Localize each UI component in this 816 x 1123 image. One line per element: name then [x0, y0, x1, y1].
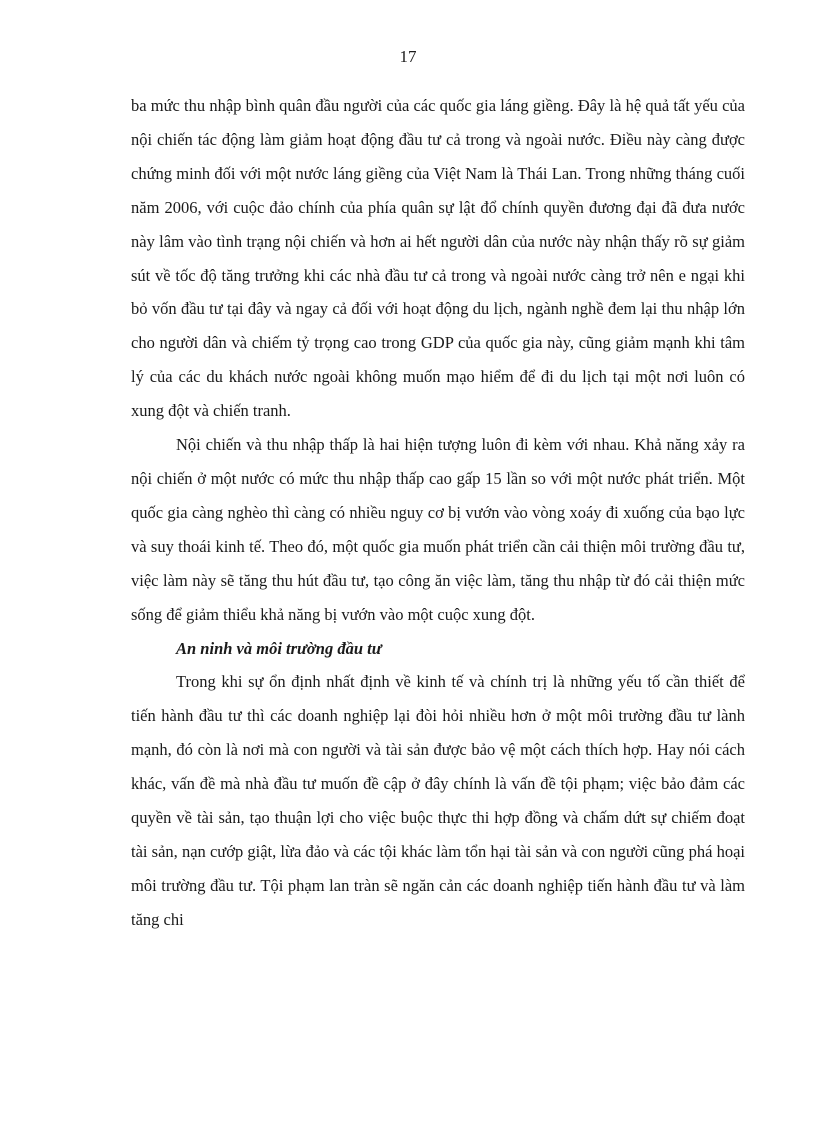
document-body	[131, 89, 745, 937]
section-heading: An ninh và môi trường đầu tư	[176, 638, 382, 658]
paragraph-civil-war-income: Nội chiến và thu nhập thấp là hai hiện tượng luôn đi kèm với nhau. Khả năng xảy ra nội chiến ở một nước có mức thu nhập thấp cao gấp 15 lần so với một nước phát triển. Một quốc gia càng nghèo thì càng có nhiều nguy cơ bị vướn vào vòng xoáy đi xuống của bạo lực và suy thoái kinh tế. Theo đó, một quốc gia muốn phát triển cần cải thiện môi trường đầu tư, việc làm này sẽ tăng thu hút đầu tư, tạo công ăn việc làm, tăng thu nhập từ đó cải thiện mức sống để giảm thiểu khả năng bị vướn vào một cuộc xung đột.	[131, 435, 745, 624]
paragraph-continuation: ba mức thu nhập bình quân đầu người của các quốc gia láng giềng. Đây là hệ quả tất yếu của nội chiến tác động làm giảm hoạt động đầu tư cả trong và ngoài nước. Điều này càng được chứng minh đối với một nước láng giềng của Việt Nam là Thái Lan. Trong những tháng cuối năm 2006, với cuộc đảo chính của phía quân sự lật đổ chính quyền đương đại đã đưa nước này lâm vào tình trạng nội chiến và hơn ai hết người dân của nước này nhận thấy rõ sự giảm sút về tốc độ tăng trưởng khi các nhà đầu tư cả trong và ngoài nước càng trở nên e ngại khi bỏ vốn đầu tư tại đây và ngay cả đối với hoạt động du lịch, ngành nghề đem lại thu nhập lớn cho người dân và chiếm tỷ trọng cao trong GDP của quốc gia này, cũng giảm mạnh khi tâm lý của các du khách nước ngoài không muốn mạo hiểm để đi du lịch tại một nơi luôn có xung đột và chiến tranh.	[131, 96, 745, 421]
page-number: 17	[399, 47, 417, 66]
paragraph-security-investment: Trong khi sự ổn định nhất định về kinh tế và chính trị là những yếu tố cần thiết để tiến hành đầu tư thì các doanh nghiệp lại đòi hỏi nhiều hơn ở một môi trường đầu tư lành mạnh, đó còn là nơi mà con người và tài sản được bảo vệ một cách thích hợp. Hay nói cách khác, vấn đề mà nhà đầu tư muốn đề cập ở đây chính là vấn đề tội phạm; việc bảo đảm các quyền về tài sản, tạo thuận lợi cho việc buộc thực thi hợp đồng và chấm dứt sự chiếm đoạt tài sản, nạn cướp giật, lừa đảo và các tội khác làm tổn hại tài sản và con người cũng phá hoại môi trường đầu tư. Tội phạm lan tràn sẽ ngăn cản các doanh nghiệp tiến hành đầu tư và làm tăng chi	[131, 672, 745, 929]
